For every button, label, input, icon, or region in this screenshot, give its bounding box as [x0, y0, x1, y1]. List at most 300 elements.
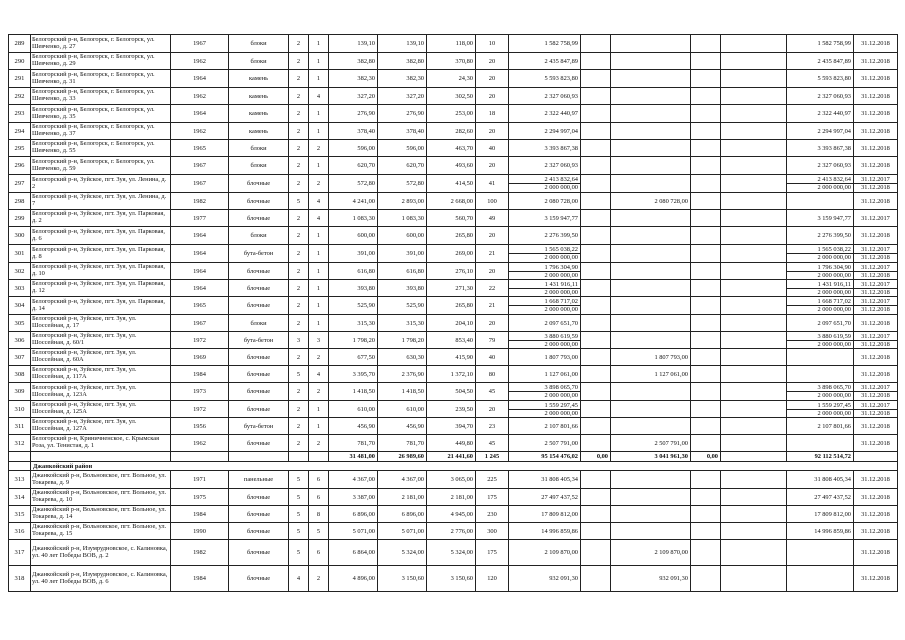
floors-cell: 2	[289, 435, 309, 452]
entrances-cell: 6	[309, 489, 329, 506]
cost-total-cell-line: 3 159 947,77	[544, 214, 578, 222]
residents-cell: 175	[476, 540, 509, 566]
floors-cell: 2	[289, 315, 309, 332]
cost-federal-cell	[581, 315, 611, 332]
total-cell	[31, 452, 171, 462]
year-cell: 1964	[171, 280, 229, 297]
completion-date-cell	[854, 227, 898, 245]
cost-total-cell-line: 2 000 000,00	[509, 271, 580, 279]
floors-cell: 5	[289, 489, 309, 506]
residential-area-cell: 3 150,60	[427, 566, 476, 592]
completion-date-cell-line: 31.12.2018	[854, 340, 897, 348]
premises-area-cell: 610,00	[378, 401, 427, 418]
total-area-premises: 26 989,60	[378, 452, 427, 462]
completion-date-cell-line: 31.12.2018	[854, 288, 897, 296]
table-row	[9, 35, 898, 53]
cost-total-cell-line: 2 000 000,00	[509, 340, 580, 348]
wall-material-cell: камень	[229, 105, 289, 123]
cost-total-cell-line: 2 435 847,89	[544, 57, 578, 65]
residential-area-cell: 415,90	[427, 349, 476, 366]
cost-owners-cell-line: 2 000 000,00	[787, 288, 853, 296]
cost-total-cell-line: 2 322 440,97	[544, 110, 578, 117]
completion-date-cell	[854, 193, 898, 210]
cost-other-cell	[721, 53, 787, 70]
wall-material-cell: блочные	[229, 349, 289, 366]
cost-regional-cell: 1 127 061,00	[611, 366, 691, 383]
completion-date-cell	[854, 70, 898, 88]
cost-owners-cell	[787, 53, 854, 70]
entrances-cell: 2	[309, 435, 329, 452]
table-row	[9, 540, 898, 566]
completion-date-cell	[854, 489, 898, 506]
cost-owners-cell-line: 1 565 038,22	[817, 246, 851, 253]
total-cost-local: 0,00	[691, 452, 721, 462]
completion-date-cell	[854, 332, 898, 349]
premises-area-cell: 525,90	[378, 297, 427, 315]
table-row	[9, 193, 898, 210]
wall-material-cell: блочные	[229, 401, 289, 418]
completion-date-cell	[854, 471, 898, 489]
cost-total-cell-line: 2 109 870,00	[544, 549, 578, 556]
floors-cell: 4	[289, 566, 309, 592]
cost-total-cell	[509, 193, 581, 210]
address-cell: Белогорский р-н, Зуйское, пгт. Зуя, ул. Шоссейная, д. 60А	[31, 349, 171, 366]
cost-total-cell	[509, 540, 581, 566]
total-area-cell: 139,10	[329, 35, 378, 53]
entrances-cell: 6	[309, 540, 329, 566]
residents-cell: 20	[476, 401, 509, 418]
wall-material-cell: блочные	[229, 263, 289, 280]
residential-area-cell: 271,30	[427, 280, 476, 297]
floors-cell: 5	[289, 506, 309, 523]
completion-date-cell-line: 31.12.2018	[861, 353, 890, 361]
cost-federal-cell	[581, 210, 611, 227]
cost-owners-cell	[787, 227, 854, 245]
residential-area-cell: 560,70	[427, 210, 476, 227]
cost-owners-cell-line: 3 159 947,77	[817, 214, 851, 222]
completion-date-cell	[854, 35, 898, 53]
completion-date-cell-line: 31.12.2018	[861, 370, 890, 378]
address-cell: Белогорский р-н, Зуйское, пгт. Зуя, ул. Шоссейная, д. 117А	[31, 366, 171, 383]
cost-total-cell-line: 2 107 801,66	[544, 422, 578, 430]
cost-owners-cell	[787, 280, 854, 297]
entrances-cell: 1	[309, 280, 329, 297]
total-area-cell: 382,30	[329, 70, 378, 88]
total-area-cell: 1 798,20	[329, 332, 378, 349]
cost-owners-cell-line: 1 431 916,11	[817, 280, 851, 288]
cost-owners-cell	[787, 140, 854, 157]
completion-date-cell-line: 31.12.2018	[854, 271, 897, 279]
entrances-cell: 2	[309, 349, 329, 366]
cost-total-cell	[509, 349, 581, 366]
cost-regional-cell	[611, 227, 691, 245]
total-area-cell: 378,40	[329, 123, 378, 140]
residents-cell: 300	[476, 523, 509, 540]
wall-material-cell: блочные	[229, 523, 289, 540]
table-row	[9, 418, 898, 435]
cost-owners-cell	[787, 566, 854, 592]
row-number: 305	[9, 315, 31, 332]
completion-date-cell-line: 31.12.2018	[861, 40, 890, 47]
floors-cell: 5	[289, 523, 309, 540]
cost-owners-cell-line	[789, 575, 851, 582]
wall-material-cell: камень	[229, 88, 289, 105]
completion-date-cell	[854, 157, 898, 175]
cost-federal-cell	[581, 435, 611, 452]
year-cell: 1964	[171, 245, 229, 263]
cost-owners-cell	[787, 35, 854, 53]
residents-cell: 20	[476, 263, 509, 280]
cost-federal-cell	[581, 105, 611, 123]
cost-total-cell	[509, 263, 581, 280]
floors-cell: 2	[289, 175, 309, 193]
cost-regional-cell	[611, 88, 691, 105]
residents-cell: 20	[476, 227, 509, 245]
cost-regional-cell: 2 507 791,00	[611, 435, 691, 452]
entrances-cell: 1	[309, 418, 329, 435]
cost-total-cell-line: 1 127 061,00	[544, 370, 578, 378]
cost-regional-cell	[611, 53, 691, 70]
row-number: 317	[9, 540, 31, 566]
cost-total-cell-line: 2 000 000,00	[509, 183, 580, 191]
cost-local-cell	[691, 489, 721, 506]
cost-total-cell-line: 17 809 812,00	[541, 510, 578, 518]
total-area-cell: 1 418,50	[329, 383, 378, 401]
residents-cell: 120	[476, 566, 509, 592]
address-cell: Джанкойский р-н, Вольновское, пгт. Вольное, ул. Токарева, д. 9	[31, 471, 171, 489]
premises-area-cell: 139,10	[378, 35, 427, 53]
cost-regional-cell: 2 080 728,00	[611, 193, 691, 210]
year-cell: 1969	[171, 349, 229, 366]
residential-area-cell: 253,00	[427, 105, 476, 123]
cost-regional-cell	[611, 280, 691, 297]
completion-date-cell	[854, 263, 898, 280]
cost-owners-cell-line: 1 668 717,02	[817, 298, 851, 305]
cost-other-cell	[721, 349, 787, 366]
cost-local-cell	[691, 70, 721, 88]
cost-local-cell	[691, 263, 721, 280]
cost-total-cell	[509, 175, 581, 193]
entrances-cell: 5	[309, 523, 329, 540]
cost-total-cell	[509, 35, 581, 53]
cost-federal-cell	[581, 140, 611, 157]
table-total-row	[9, 452, 898, 471]
premises-area-cell: 620,70	[378, 157, 427, 175]
residents-cell: 45	[476, 435, 509, 452]
cost-owners-cell	[787, 105, 854, 123]
year-cell: 1967	[171, 157, 229, 175]
table-body-belogorsk	[9, 35, 898, 452]
row-number: 298	[9, 193, 31, 210]
cost-owners-cell-line: 2 322 440,97	[817, 110, 851, 117]
cost-owners-cell-line: 2 000 000,00	[787, 271, 853, 279]
completion-date-cell-line: 31.12.2018	[861, 197, 890, 205]
cost-owners-cell-line: 3 880 619,59	[817, 332, 851, 340]
wall-material-cell: блочные	[229, 435, 289, 452]
cost-local-cell	[691, 245, 721, 263]
residential-area-cell: 370,80	[427, 53, 476, 70]
total-area-cell: 677,50	[329, 349, 378, 366]
cost-regional-cell	[611, 263, 691, 280]
cost-federal-cell	[581, 332, 611, 349]
completion-date-cell	[854, 140, 898, 157]
cost-total-cell-line: 2 097 651,70	[544, 319, 578, 327]
cost-regional-cell	[611, 140, 691, 157]
cost-local-cell	[691, 540, 721, 566]
table-row	[9, 523, 898, 540]
table-row	[9, 435, 898, 452]
row-number: 300	[9, 227, 31, 245]
cost-owners-cell-line: 2 000 000,00	[787, 253, 853, 261]
cost-federal-cell	[581, 88, 611, 105]
year-cell: 1964	[171, 70, 229, 88]
residents-cell: 49	[476, 210, 509, 227]
entrances-cell: 1	[309, 263, 329, 280]
cost-owners-cell-line	[789, 354, 851, 361]
premises-area-cell: 378,40	[378, 123, 427, 140]
floors-cell: 2	[289, 418, 309, 435]
residential-area-cell: 239,50	[427, 401, 476, 418]
cost-owners-cell-line: 2 327 060,93	[817, 92, 851, 100]
table-row	[9, 245, 898, 263]
entrances-cell: 3	[309, 332, 329, 349]
premises-area-cell: 5 071,00	[378, 523, 427, 540]
cost-owners-cell-line: 2 413 832,64	[817, 176, 851, 183]
cost-total-cell	[509, 366, 581, 383]
cost-regional-cell: 932 091,30	[611, 566, 691, 592]
table-row	[9, 227, 898, 245]
premises-area-cell: 315,30	[378, 315, 427, 332]
entrances-cell: 2	[309, 140, 329, 157]
row-number: 293	[9, 105, 31, 123]
wall-material-cell: бута-бетон	[229, 332, 289, 349]
year-cell: 1964	[171, 227, 229, 245]
row-number: 290	[9, 53, 31, 70]
cost-regional-cell	[611, 332, 691, 349]
cost-local-cell	[691, 315, 721, 332]
table-row	[9, 349, 898, 366]
entrances-cell: 1	[309, 297, 329, 315]
cost-total-cell-line: 5 593 823,80	[544, 75, 578, 82]
residents-cell: 18	[476, 105, 509, 123]
cost-total-cell	[509, 53, 581, 70]
floors-cell: 2	[289, 210, 309, 227]
total-cost-all: 95 154 476,02	[509, 452, 581, 462]
cost-regional-cell	[611, 523, 691, 540]
address-cell: Белогорский р-н, Белогорск, г. Белогорск, ул. Шевченко, д. 29	[31, 53, 171, 70]
entrances-cell: 1	[309, 157, 329, 175]
cost-local-cell	[691, 193, 721, 210]
cost-owners-cell-line: 2 107 801,66	[817, 422, 851, 430]
cost-regional-cell	[611, 489, 691, 506]
completion-date-cell	[854, 540, 898, 566]
premises-area-cell: 393,80	[378, 280, 427, 297]
cost-local-cell	[691, 349, 721, 366]
cost-total-cell-line: 2 294 997,04	[544, 127, 578, 135]
floors-cell: 5	[289, 540, 309, 566]
total-area-cell: 382,80	[329, 53, 378, 70]
premises-area-cell: 3 150,60	[378, 566, 427, 592]
year-cell: 1962	[171, 435, 229, 452]
total-area-cell: 600,00	[329, 227, 378, 245]
cost-federal-cell	[581, 280, 611, 297]
total-area-cell: 1 083,30	[329, 210, 378, 227]
cost-owners-cell-line: 1 582 758,99	[817, 40, 851, 47]
entrances-cell: 1	[309, 315, 329, 332]
residents-cell: 20	[476, 123, 509, 140]
premises-area-cell: 456,90	[378, 418, 427, 435]
cost-federal-cell	[581, 70, 611, 88]
row-number: 308	[9, 366, 31, 383]
cost-owners-cell	[787, 418, 854, 435]
floors-cell: 5	[289, 471, 309, 489]
completion-date-cell-line: 31.12.2018	[861, 476, 890, 483]
residential-area-cell: 1 372,10	[427, 366, 476, 383]
cost-owners-cell	[787, 263, 854, 280]
cost-total-cell-line: 2 000 000,00	[509, 253, 580, 261]
completion-date-cell-line: 31.12.2018	[861, 92, 890, 100]
completion-date-cell	[854, 315, 898, 332]
cost-regional-cell	[611, 105, 691, 123]
cost-regional-cell	[611, 418, 691, 435]
wall-material-cell: блочные	[229, 193, 289, 210]
cost-owners-cell	[787, 471, 854, 489]
total-area-cell: 610,00	[329, 401, 378, 418]
cost-total-cell-line: 31 808 405,34	[541, 476, 578, 483]
completion-date-cell	[854, 123, 898, 140]
floors-cell: 2	[289, 227, 309, 245]
cost-federal-cell	[581, 506, 611, 523]
cost-regional-cell	[611, 506, 691, 523]
cost-owners-cell	[787, 123, 854, 140]
floors-cell: 2	[289, 140, 309, 157]
cost-local-cell	[691, 35, 721, 53]
cost-owners-cell-line: 2 097 651,70	[817, 319, 851, 327]
cost-owners-cell-line: 2 000 000,00	[787, 305, 853, 313]
residential-area-cell: 302,50	[427, 88, 476, 105]
address-cell: Белогорский р-н, Зуйское, пгт. Зуя, ул. Шоссейная, д. 17	[31, 315, 171, 332]
year-cell: 1971	[171, 471, 229, 489]
residential-area-cell: 2 181,00	[427, 489, 476, 506]
entrances-cell: 1	[309, 53, 329, 70]
cost-owners-cell-line: 31 808 405,34	[814, 476, 851, 483]
entrances-cell: 1	[309, 35, 329, 53]
wall-material-cell: камень	[229, 70, 289, 88]
cost-other-cell	[721, 175, 787, 193]
completion-date-cell-line: 31.12.2018	[861, 422, 890, 430]
cost-total-cell-line: 932 091,30	[549, 575, 578, 582]
wall-material-cell: блоки	[229, 53, 289, 70]
year-cell: 1982	[171, 540, 229, 566]
year-cell: 1964	[171, 105, 229, 123]
year-cell: 1977	[171, 210, 229, 227]
year-cell: 1967	[171, 315, 229, 332]
completion-date-cell-line: 31.12.2018	[854, 305, 897, 313]
premises-area-cell: 382,30	[378, 70, 427, 88]
cost-owners-cell-line	[789, 549, 851, 556]
cost-other-cell	[721, 88, 787, 105]
cost-total-cell	[509, 471, 581, 489]
total-area-cell: 4 241,00	[329, 193, 378, 210]
cost-other-cell	[721, 383, 787, 401]
cost-total-cell	[509, 280, 581, 297]
cost-other-cell	[721, 366, 787, 383]
register-sheet	[8, 34, 897, 592]
completion-date-cell-line: 31.12.2018	[861, 527, 890, 535]
cost-other-cell	[721, 506, 787, 523]
year-cell: 1975	[171, 489, 229, 506]
total-cell	[721, 452, 787, 462]
entrances-cell: 4	[309, 210, 329, 227]
cost-total-cell	[509, 418, 581, 435]
total-area-residential: 21 441,60	[427, 452, 476, 462]
cost-total-cell	[509, 70, 581, 88]
cost-owners-cell-line: 3 393 867,38	[817, 144, 851, 152]
completion-date-cell	[854, 175, 898, 193]
completion-date-cell-line: 31.12.2018	[854, 183, 897, 191]
cost-total-cell	[509, 315, 581, 332]
wall-material-cell: блочные	[229, 210, 289, 227]
residents-cell: 230	[476, 506, 509, 523]
completion-date-cell	[854, 401, 898, 418]
address-cell: Белогорский р-н, Зуйское, пгт. Зуя, ул. Парковая, д. 10	[31, 263, 171, 280]
cost-local-cell	[691, 435, 721, 452]
total-cell	[9, 452, 31, 462]
total-cell	[309, 452, 329, 462]
cost-federal-cell	[581, 263, 611, 280]
entrances-cell: 1	[309, 227, 329, 245]
cost-local-cell	[691, 175, 721, 193]
floors-cell: 2	[289, 349, 309, 366]
row-number: 311	[9, 418, 31, 435]
total-cost-federal: 0,00	[581, 452, 611, 462]
wall-material-cell: блочные	[229, 566, 289, 592]
premises-area-cell: 327,20	[378, 88, 427, 105]
cost-regional-cell: 2 109 870,00	[611, 540, 691, 566]
cost-other-cell	[721, 435, 787, 452]
cost-owners-cell	[787, 401, 854, 418]
total-area-cell: 5 071,00	[329, 523, 378, 540]
cost-total-cell	[509, 227, 581, 245]
premises-area-cell: 600,00	[378, 227, 427, 245]
address-cell: Белогорский р-н, Зуйское, пгт. Зуя, ул. Парковая, д. 8	[31, 245, 171, 263]
cost-federal-cell	[581, 123, 611, 140]
cost-total-cell-line: 1 807 793,00	[544, 353, 578, 361]
row-number: 307	[9, 349, 31, 366]
floors-cell: 2	[289, 297, 309, 315]
residential-area-cell: 265,80	[427, 297, 476, 315]
address-cell: Белогорский р-н, Зуйское, пгт. Зуя, ул. Ленина, д. 7	[31, 193, 171, 210]
row-number: 304	[9, 297, 31, 315]
cost-local-cell	[691, 366, 721, 383]
completion-date-cell	[854, 418, 898, 435]
cost-total-cell	[509, 383, 581, 401]
cost-owners-cell	[787, 175, 854, 193]
completion-date-cell-line: 31.12.2017	[861, 384, 890, 391]
year-cell: 1967	[171, 35, 229, 53]
total-area-cell: 456,90	[329, 418, 378, 435]
address-cell: Джанкойский р-н, Вольновское, пгт. Вольное, ул. Токарева, д. 10	[31, 489, 171, 506]
address-cell: Белогорский р-н, Зуйское, пгт. Зуя, ул. Шоссейная, д. 125А	[31, 401, 171, 418]
cost-federal-cell	[581, 366, 611, 383]
cost-total-cell-line: 2 507 791,00	[544, 439, 578, 447]
district-subtitle: Джанкойский район	[31, 462, 898, 471]
table-row	[9, 70, 898, 88]
address-cell: Белогорский р-н, Зуйское, пгт. Зуя, ул. Парковая, д. 6	[31, 227, 171, 245]
cost-total-cell-line: 2 080 728,00	[544, 197, 578, 205]
total-area-cell: 3 387,00	[329, 489, 378, 506]
premises-area-cell: 1 418,50	[378, 383, 427, 401]
